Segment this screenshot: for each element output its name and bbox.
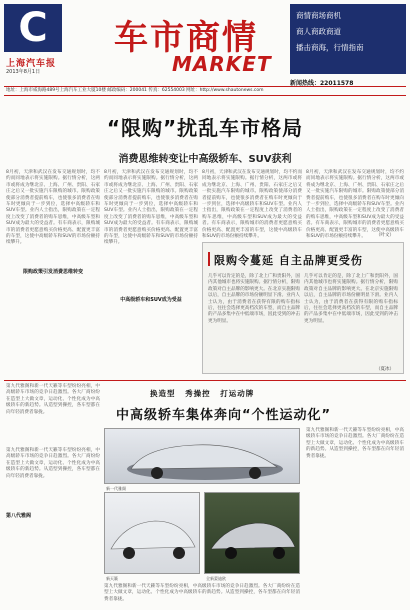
feature-body-col-2: 第九代雅阁和新一代天籁等车型纷纷亮相，中高级轿车市场的竞争日趋激烈。各大厂商纷纷在造型上大做文章，运动化、个性化成为中高级轿车的新趋势。从造型到操控，各车型都在向年轻消费者靠拢。 bbox=[104, 584, 300, 602]
section-subtitle-en: MARKET bbox=[172, 52, 272, 76]
kicker-3: 打运动牌 bbox=[220, 389, 255, 398]
lead-body-col-2: 8月初，天津和武汉在发布交通规划时，均不约而同地表示将实施限购。据行情分析，这两市或将成为继北京、上海、广州、贵阳、石家庄之后又一批实施汽车限购的城市。限购政策使部分消费者提前购车，也使很多消费者在购车时更倾向于一步到位，选择中高级轿车和SUV车型。业内人士指出，限购政策在一定程度上改变了消费者的购车思维，中高级车型和SUV成为最大的受益者。有车商表示，限购城市的消费者更愿意购买价格更高、配置更丰富的车型，这使中高级轿车和SUV的市场份额持续攀升。 bbox=[104, 170, 198, 246]
slogan-line: 商情商场商机 bbox=[296, 11, 341, 20]
side-box-body-col-1: 几乎可以肯定的是，除了北上广和贵阳外，国内其他城市也将实施限购。据行情分析，限购政策对自主品牌的影响更大。在北京实施限购以后，自主品牌的市场份额明显下滑。业内人士认为，由于消费者在获得有限的购车指标后，往往会选择更高档次的车型，而自主品牌的产品多集中在中低端市场，因此受到的冲击更为明显。 bbox=[208, 274, 300, 324]
car-photo-3 bbox=[204, 492, 300, 574]
side-box-title: 限购令蔓延 自主品牌更受伤 bbox=[214, 254, 363, 267]
feature-intro: 第九代雅阁和新一代天籁等车型纷纷亮相，中高级轿车市场的竞争日趋激烈。各大厂商纷纷在造型上大做文章，运动化、个性化成为中高级轿车的新趋势。从造型到操控，各车型都在向年轻消费者靠拢。 bbox=[6, 384, 100, 415]
car-image bbox=[205, 493, 301, 575]
section-title: 车市商情 bbox=[114, 18, 258, 58]
photo-caption: 新一代雅阁 bbox=[106, 486, 126, 491]
lead-body-col-1: 8月初，天津和武汉在发布交通规划时，均不约而同地表示将实施限购。据行情分析，这两市或将成为继北京、上海、广州、贵阳、石家庄之后又一批实施汽车限购的城市。限购政策使部分消费者提前购车，也使很多消费者在购车时更倾向于一步到位，选择中高级轿车和SUV车型。业内人士指出，限购政策在一定程度上改变了消费者的购车思维，中高级车型和SUV成为最大的受益者。有车商表示，限购城市的消费者更愿意购买价格更高、配置更丰富的车型，这使中高级轿车和SUV的市场份额持续攀升。 bbox=[6, 170, 100, 246]
feature-kicker bbox=[150, 388, 254, 399]
slogan-line: 播击商海，行情指南 bbox=[296, 43, 364, 52]
lead-body-col-3: 8月初，天津和武汉在发布交通规划时，均不约而同地表示将实施限购。据行情分析，这两市或将成为继北京、上海、广州、贵阳、石家庄之后又一批实施汽车限购的城市。限购政策使部分消费者提前购车，也使很多消费者在购车时更倾向于一步到位，选择中高级轿车和SUV车型。业内人士指出，限购政策在一定程度上改变了消费者的购车思维，中高级车型和SUV成为最大的受益者。有车商表示，限购城市的消费者更愿意购买价格更高、配置更丰富的车型，这使中高级轿车和SUV的市场份额持续攀升。 bbox=[202, 170, 302, 240]
lead-subhead: 消费思维转变让中高级轿车、SUV获利 bbox=[118, 154, 292, 165]
car-photo-1 bbox=[104, 428, 300, 484]
lead-body-col-4: 8月初，天津和武汉在发布交通规划时，均不约而同地表示将实施限购。据行情分析，这两市或将成为继北京、上海、广州、贵阳、石家庄之后又一批实施汽车限购的城市。限购政策使部分消费者提前购车，也使很多消费者在购车时更倾向于一步到位，选择中高级轿车和SUV车型。业内人士指出，限购政策在一定程度上改变了消费者的购车思维，中高级车型和SUV成为最大的受益者。有车商表示，限购城市的消费者更愿意购买价格更高、配置更丰富的车型，这使中高级轿车和SUV的市场份额持续攀升。 bbox=[306, 170, 404, 240]
lead-headline: “限购”扰乱车市格局 bbox=[106, 116, 304, 140]
feature-headline: 中高级轿车集体奔向“个性运动化” bbox=[116, 408, 332, 423]
side-box-body-col-2: 几乎可以肯定的是，除了北上广和贵阳外，国内其他城市也将实施限购。据行情分析，限购政策对自主品牌的影响更大。在北京实施限购以后，自主品牌的市场份额明显下滑。业内人士认为，由于消费者在获得有限的购车指标后，往往会选择更高档次的车型，而自主品牌的产品多集中在中低端市场，因此受到的冲击更为明显。 bbox=[304, 274, 398, 324]
news-hotline: 新闻热线：22011578 bbox=[290, 80, 354, 87]
car-photo-2 bbox=[104, 492, 200, 574]
section-divider bbox=[4, 380, 406, 381]
car-image bbox=[105, 429, 301, 485]
lead-byline: （叶文） bbox=[376, 233, 394, 238]
issue-date: 2013年8月1日 bbox=[6, 69, 41, 75]
photo-caption: 全新蒙迪欧 bbox=[206, 576, 226, 581]
slogan-box bbox=[290, 4, 406, 74]
kicker-1: 换造型 bbox=[150, 389, 176, 398]
lead-col-heading-1: 限购政策引发消费思维转变 bbox=[22, 269, 83, 275]
car-image bbox=[105, 493, 201, 575]
side-box-author: （夏冰） bbox=[376, 367, 394, 372]
address-bar: 地址：上海市威海路489号上海汽车工业大厦10楼 邮政编码：200041 传真：62554003 网址：http://www.shautonews.com bbox=[4, 86, 406, 96]
feature-col-heading: 第八代雅阁 bbox=[6, 513, 32, 519]
feature-body-col-1: 第九代雅阁和新一代天籁等车型纷纷亮相，中高级轿车市场的竞争日趋激烈。各大厂商纷纷在造型上大做文章，运动化、个性化成为中高级轿车的新趋势。从造型到操控，各车型都在向年轻消费者靠拢。 bbox=[6, 448, 100, 479]
photo-caption: 新天籁 bbox=[106, 576, 118, 581]
section-letter: C bbox=[4, 4, 62, 52]
feature-body-col-3: 第九代雅阁和新一代天籁等车型纷纷亮相，中高级轿车市场的竞争日趋激烈。各大厂商纷纷在造型上大做文章，运动化、个性化成为中高级轿车的新趋势。从造型到操控，各车型都在向年轻消费者靠拢。 bbox=[306, 428, 404, 459]
side-box-accent bbox=[208, 252, 210, 266]
paper-logo: 上海汽车报 bbox=[6, 59, 57, 69]
lead-col-heading-2: 中高级轿车和SUV成为受益 bbox=[120, 297, 182, 303]
slogan-line: 商人商政商道 bbox=[296, 27, 341, 36]
masthead bbox=[4, 4, 406, 87]
kicker-2: 秀操控 bbox=[185, 389, 211, 398]
